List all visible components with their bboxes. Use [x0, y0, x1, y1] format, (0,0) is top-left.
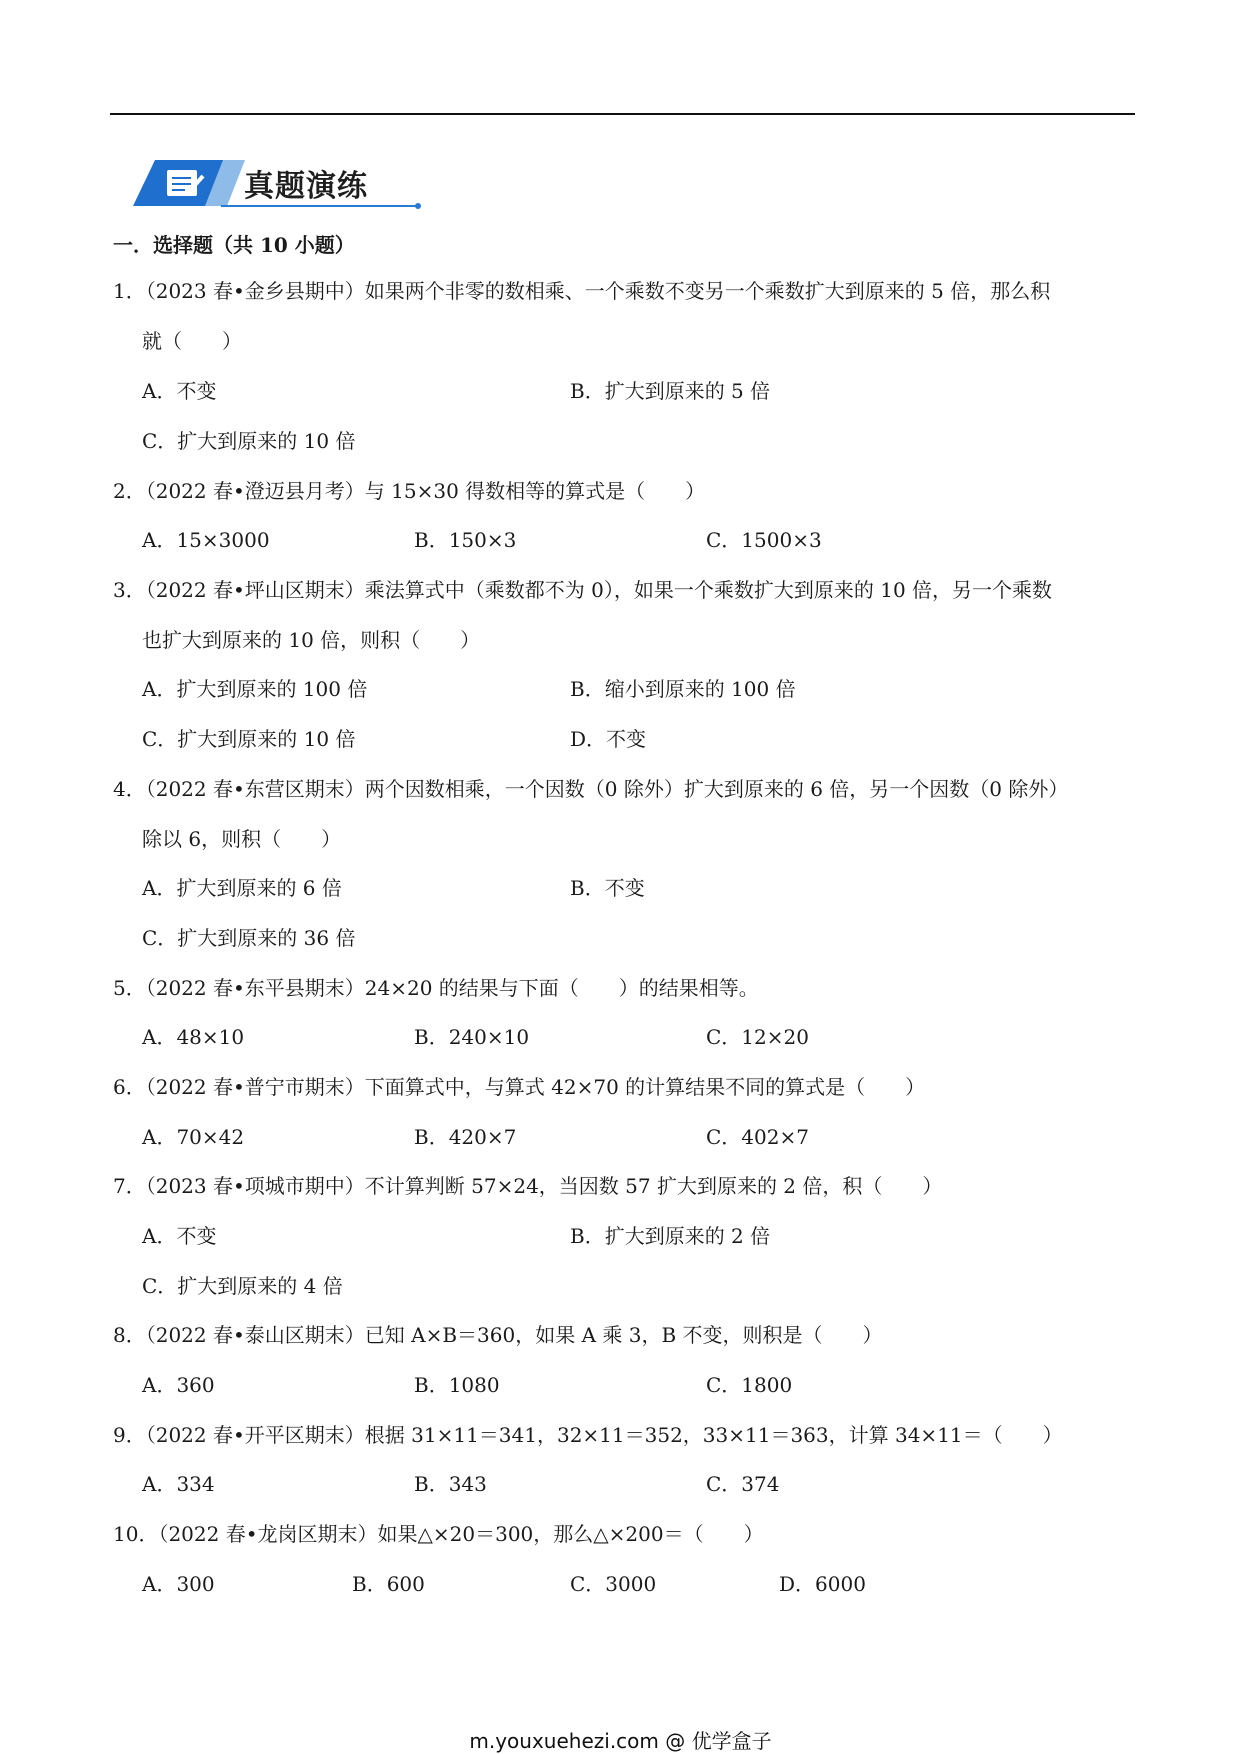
question-4-line-2: 除以 6，则积（ ） [142, 827, 342, 851]
question-6-option-b: B．420×7 [414, 1125, 517, 1149]
question-8-option-b: B．1080 [414, 1373, 500, 1397]
question-10-line-1: 10．（2022 春•龙岗区期末）如果△×20＝300，那么△×200＝（ ） [113, 1522, 764, 1546]
question-3-option-a: A．扩大到原来的 100 倍 [142, 677, 368, 701]
banner-title: 真题演练 [244, 169, 368, 204]
question-6-option-a: A．70×42 [142, 1125, 245, 1149]
question-6-option-c: C．402×7 [706, 1125, 809, 1149]
question-4-option-c: C．扩大到原来的 36 倍 [142, 926, 356, 950]
question-10-option-d: D．6000 [779, 1572, 866, 1596]
question-3-option-c: C．扩大到原来的 10 倍 [142, 727, 356, 751]
question-8-option-c: C．1800 [706, 1373, 793, 1397]
footer-watermark: m.youxuehezi.com @ 优学盒子 [469, 1729, 772, 1753]
question-10-option-c: C．3000 [570, 1572, 657, 1596]
question-6-line-1: 6．（2022 春•普宁市期末）下面算式中，与算式 42×70 的计算结果不同的算式是（ ） [113, 1075, 926, 1099]
question-3-option-b: B．缩小到原来的 100 倍 [570, 677, 796, 701]
question-1-line-1: 1．（2023 春•金乡县期中）如果两个非零的数相乘、一个乘数不变另一个乘数扩大到原来的 5 倍，那么积 [113, 279, 1051, 303]
question-9-option-a: A．334 [142, 1472, 215, 1496]
question-1-line-2: 就（ ） [142, 329, 242, 353]
question-3-line-1: 3．（2022 春•坪山区期末）乘法算式中（乘数都不为 0），如果一个乘数扩大到原来的 10 倍，另一个乘数 [113, 578, 1053, 602]
question-8-option-a: A．360 [142, 1373, 215, 1397]
question-3-line-2: 也扩大到原来的 10 倍，则积（ ） [142, 628, 481, 652]
question-10-option-a: A．300 [142, 1572, 215, 1596]
question-5-line-1: 5．（2022 春•东平县期末）24×20 的结果与下面（ ）的结果相等。 [113, 976, 759, 1000]
question-1-option-c: C．扩大到原来的 10 倍 [142, 429, 356, 453]
question-7-option-b: B．扩大到原来的 2 倍 [570, 1224, 771, 1248]
question-9-line-1: 9．（2022 春•开平区期末）根据 31×11＝341，32×11＝352，33×11＝363，计算 34×11＝（ ） [113, 1423, 1063, 1447]
question-5-option-c: C．12×20 [706, 1025, 809, 1049]
question-4-option-b: B．不变 [570, 876, 645, 900]
question-1-option-a: A．不变 [142, 379, 217, 403]
question-7-line-1: 7．（2023 春•项城市期中）不计算判断 57×24，当因数 57 扩大到原来的 2 倍，积（ ） [113, 1174, 943, 1198]
question-4-option-a: A．扩大到原来的 6 倍 [142, 876, 342, 900]
section-title: 一．选择题（共 10 小题） [113, 233, 355, 257]
question-8-line-1: 8．（2022 春•泰山区期末）已知 A×B＝360，如果 A 乘 3，B 不变，则积是（ ） [113, 1323, 883, 1347]
question-2-option-a: A．15×3000 [142, 528, 270, 552]
question-2-line-1: 2．（2022 春•澄迈县月考）与 15×30 得数相等的算式是（ ） [113, 479, 706, 503]
question-5-option-b: B．240×10 [414, 1025, 530, 1049]
question-7-option-a: A．不变 [142, 1224, 217, 1248]
question-7-option-c: C．扩大到原来的 4 倍 [142, 1274, 343, 1298]
header-rule [110, 113, 1135, 115]
question-9-option-b: B．343 [414, 1472, 487, 1496]
question-2-option-c: C．1500×3 [706, 528, 822, 552]
question-1-option-b: B．扩大到原来的 5 倍 [570, 379, 771, 403]
question-9-option-c: C．374 [706, 1472, 780, 1496]
question-3-option-d: D．不变 [570, 727, 647, 751]
question-2-option-b: B．150×3 [414, 528, 517, 552]
question-5-option-a: A．48×10 [142, 1025, 245, 1049]
question-10-option-b: B．600 [352, 1572, 425, 1596]
question-4-line-1: 4．（2022 春•东营区期末）两个因数相乘，一个因数（0 除外）扩大到原来的 6 倍，另一个因数（0 除外） [113, 777, 1069, 801]
